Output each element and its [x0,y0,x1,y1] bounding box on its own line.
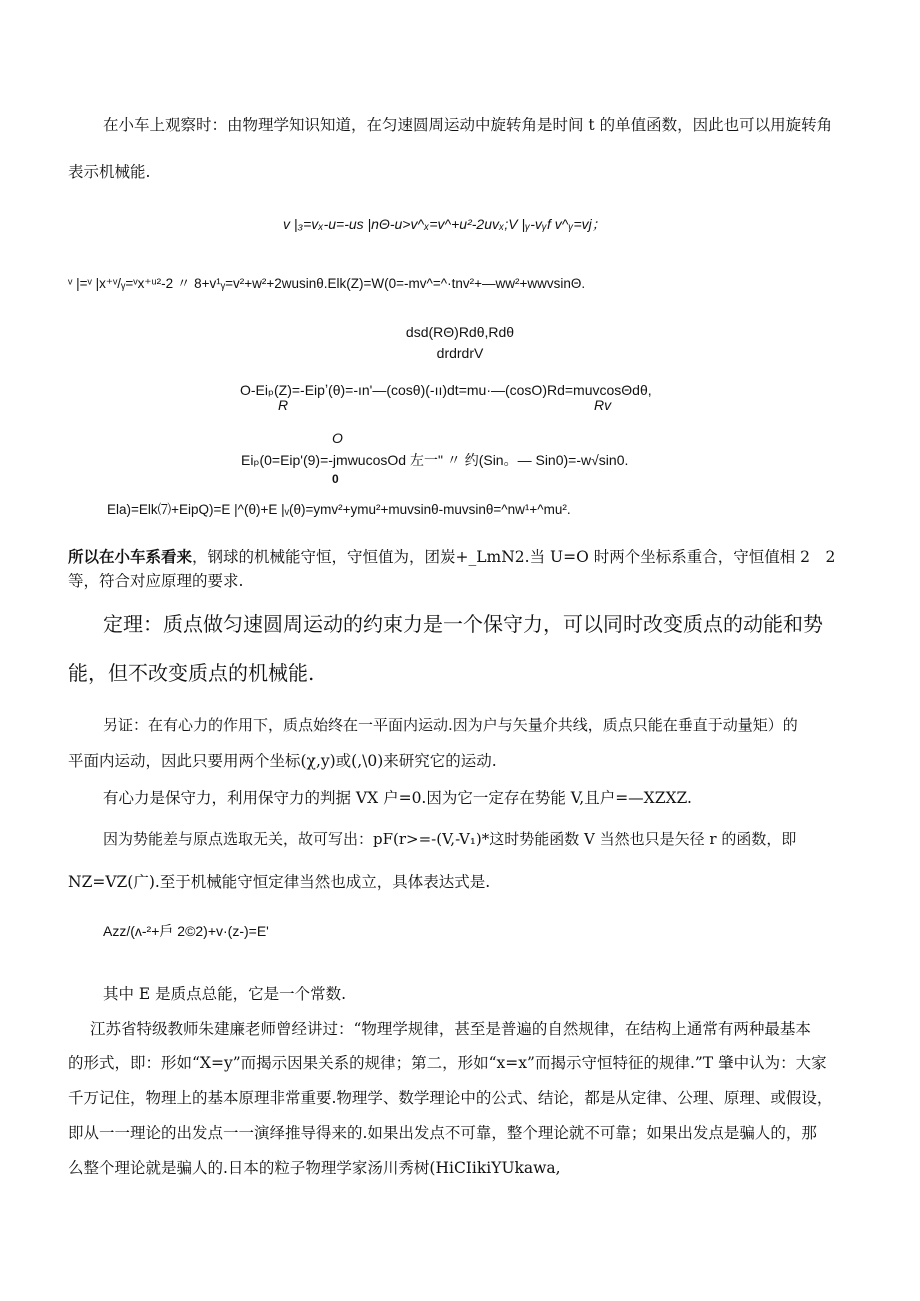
quote-line4: 即从一一理论的出发点一一演绎推导得来的.如果出发点不可靠，整个理论就不可靠；如果出发点是骗人的，那 [68,1124,817,1142]
proof-line4: 因为势能差与原点选取无关，故可写出：pF(r>=-(V,-V₁)*这时势能函数 V 当然也只是矢径 r 的函数，即 [103,830,797,848]
proof-line6: 其中 E 是质点总能，它是一个常数. [103,985,347,1003]
proof-line1: 另证：在有心力的作用下，质点始终在一平面内运动.因为户与矢量介共线，质点只能在垂直于动量矩）的 [103,716,798,734]
quote-line2: 的形式，即：形如“X=y”而揭示因果关系的规律；第二，形如“x=x”而揭示守恒特征的规律.”T 肇中认为：大家 [68,1054,827,1072]
quote-line3: 千万记住，物理上的基本原理非常重要.物理学、数学理论中的公式、结论，都是从定律、公理、原理、或假设， [68,1089,833,1107]
equation-2: ᵛ |=ᵛ |x⁺ᵛ/ᵧ=ᵛx⁺ᵘ²-2 〃 8+v¹ᵧ=v²+w²+2wusinθ.Elk(Z)=W(0=-mv^=^·tnv²+—ww²+wwvsinΘ. [68,276,586,291]
proof-line5: NZ=VZ(广).至于机械能守恒定律当然也成立，具体表达式是. [68,873,491,891]
proof-line2: 平面内运动，因此只要用两个坐标(χ,y)或(,\0)来研究它的运动. [68,752,497,770]
equation-1: v |₃=vₓ-u=-us |nΘ-u>v^ₓ=v^+u²-2uvₓ;V |ᵧ-vᵧf v^ᵧ=vj； [283,216,606,232]
equation-7: Ela)=Elk⑺+EipQ)=E |^(θ)+E |ᵥ(θ)=ymv²+ymu²+muvsinθ-muvsinθ=^nw¹+^mu². [107,502,571,517]
para1-line1: 在小车上观察时：由物理学知识知道，在匀速圆周运动中旋转角是时间 t 的单值函数，因此也可以用旋转角 [103,116,833,134]
equation-5-sub-right: Rv [594,397,612,413]
equation-6-bottom: 0 [332,472,339,486]
energy-formula: Aᴢᴢ/(ʌ-²+戶 2©2)+v·(z-)=E' [103,923,269,939]
quote-line5: 么整个理论就是骗人的.日本的粒子物理学家汤川秀树(HiCIikiYUkawa, [68,1159,561,1177]
para1-line2: 表示机械能. [68,163,151,181]
quote-line1: 江苏省特级教师朱建廉老师曾经讲过：“物理学规律，甚至是普遍的自然规律，在结构上通常有两种最基本 [90,1020,811,1038]
conclusion-bold: 所以在小车系看来 [68,547,193,566]
conclusion-line2: 等，符合对应原理的要求. [68,572,244,590]
proof-line3: 有心力是保守力，利用保守力的判据 VX 户=0.因为它一定存在势能 V,且户=—XZXZ. [103,789,692,807]
theorem-line1: 定理：质点做匀速圆周运动的约束力是一个保守力，可以同时改变质点的动能和势 [103,612,823,636]
conclusion-rest: ，钢球的机械能守恒，守恒值为，团炭+_LmN2.当 U=O 时两个坐标系重合，守恒值相 2 2 [192,548,836,566]
equation-5-sub-left: R [278,397,289,413]
equation-6-top: O [332,430,343,446]
equation-4: drdrdrV [436,345,484,361]
equation-5: O-Eiₚ(Z)=-Eipʼ(θ)=-ın'—(cosθ)(-ıı)dt=mu·—(cosO)Rd=muvcosΘdθ, [240,382,652,398]
conclusion-line1 [68,548,835,567]
equation-6: Eiₚ(0=Eip'(9)=-jmwucosOd 左一" 〃 约(Sin。— Sin0)=-w√sin0. [241,452,629,468]
theorem-line2: 能，但不改变质点的机械能. [68,661,315,685]
equation-3: dsd(RΘ)Rdθ,Rdθ [405,324,515,340]
